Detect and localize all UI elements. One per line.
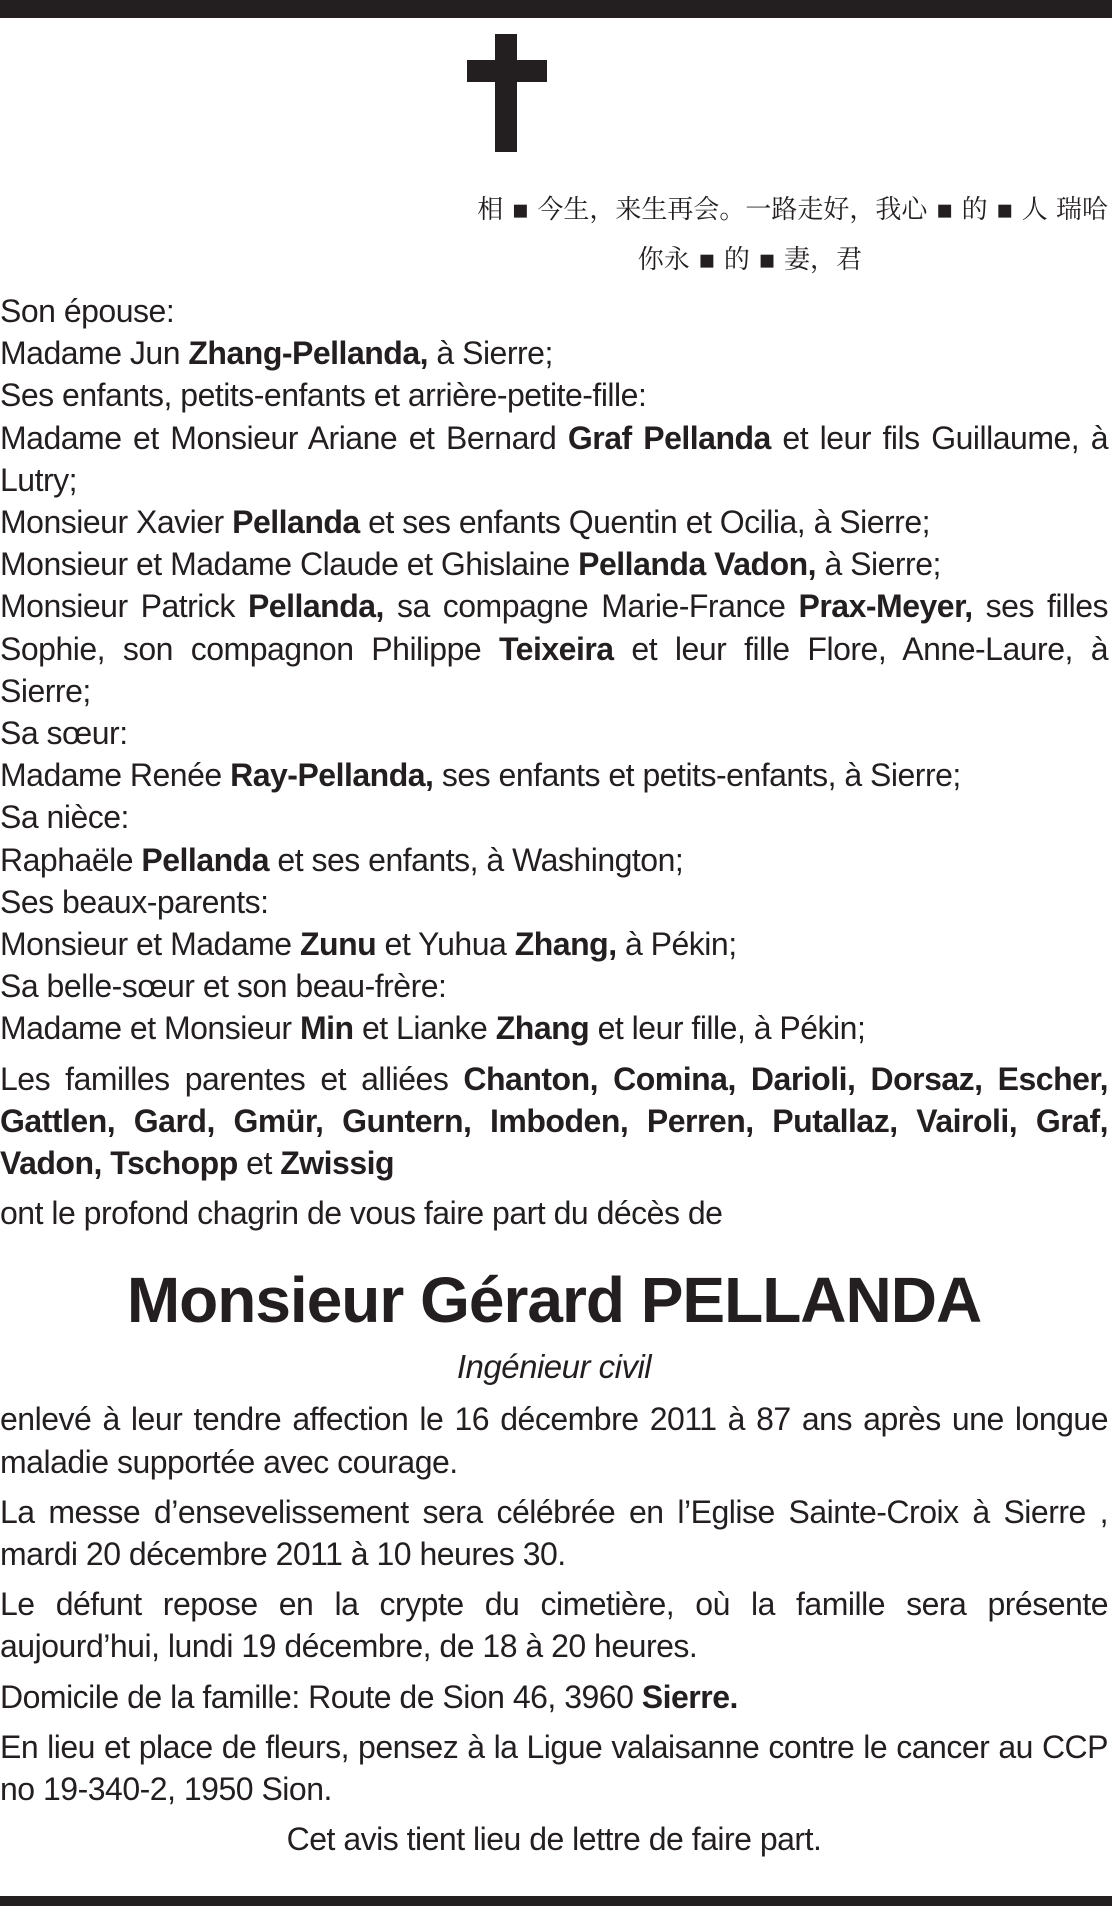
child-line-1: Madame et Monsieur Ariane et Bernard Graf Pellanda et leur fils Guillaume, à Lutry; xyxy=(0,419,1109,498)
spouse-heading: Son épouse: xyxy=(0,293,175,329)
cross-icon xyxy=(467,34,547,152)
mass-details: La messe d’ensevelissement sera célébrée en l’Eglise Sainte-Croix à Sierre , mardi 20 décembre 2011 à 10 heures 30. xyxy=(0,1493,1108,1573)
child-line-2: Monsieur Xavier Pellanda et ses enfants Quentin et Ocilia, à Sierre; xyxy=(0,504,930,541)
death-details: enlevé à leur tendre affection le 16 décembre 2011 à 87 ans après une longue maladie supportée avec courage. xyxy=(0,1401,1108,1480)
chinese-line-2: 你永 ▪ 的 ▪ 妻，君 xyxy=(637,245,862,275)
sibinlaws-line: Madame et Monsieur Min et Lianke Zhang et leur fille, à Pékin; xyxy=(0,1010,866,1047)
obituary-body xyxy=(0,290,1108,1861)
child-line-3: Monsieur et Madame Claude et Ghislaine Pellanda Vadon, à Sierre; xyxy=(0,546,941,583)
top-border xyxy=(0,0,1112,18)
rest-details: Le défunt repose en la crypte du cimetière, où la famille sera présente aujourd’hui, lundi 19 décembre, de 18 à 20 heures. xyxy=(0,1586,1108,1665)
sibinlaws-heading: Sa belle-sœur et son beau-frère: xyxy=(0,968,447,1005)
inlaws-line: Monsieur et Madame Zunu et Yuhua Zhang, à Pékin; xyxy=(0,926,737,963)
domicile-line: Domicile de la famille: Route de Sion 46, 3960 Sierre. xyxy=(0,1678,738,1715)
children-heading: Ses enfants, petits-enfants et arrière-petite-fille: xyxy=(0,377,647,414)
announcement: ont le profond chagrin de vous faire part du décès de xyxy=(0,1195,723,1232)
niece-heading: Sa nièce: xyxy=(0,799,129,836)
inlaws-heading: Ses beaux-parents: xyxy=(0,883,269,920)
closing-line: Cet avis tient lieu de lettre de faire part. xyxy=(286,1821,822,1858)
sister-heading: Sa sœur: xyxy=(0,715,128,752)
spouse-line: Madame Jun Zhang-Pellanda, à Sierre; xyxy=(0,335,553,372)
sister-line: Madame Renée Ray-Pellanda, ses enfants et petits-enfants, à Sierre; xyxy=(0,757,961,794)
donations-details: En lieu et place de fleurs, pensez à la Ligue valaisanne contre le cancer au CCP no 19-340-2, 1950 Sion. xyxy=(0,1728,1108,1808)
families-line: Les familles parentes et alliées Chanton, Comina, Darioli, Dorsaz, Escher, Gattlen, Gard, Gmür, Guntern, Imboden, Perren, Putallaz, Vairoli, Graf, Vadon, Tschopp et Zwissig xyxy=(0,1060,1108,1182)
chinese-line-1: 相 ▪ 今生，来生再会。一路走好，我心 ▪ 的 ▪ 人 瑞哈 xyxy=(477,195,1108,225)
child-line-4: Monsieur Patrick Pellanda, sa compagne Marie-France Prax-Meyer, ses filles Sophie, son compagnon Philippe Teixeira et leur fille Flore, Anne-Laure, à Sierre; xyxy=(0,588,1109,709)
deceased-name: Monsieur Gérard PELLANDA xyxy=(126,1264,982,1337)
niece-line: Raphaële Pellanda et ses enfants, à Washington; xyxy=(0,841,684,878)
deceased-title: Ingénieur civil xyxy=(456,1348,652,1386)
bottom-border xyxy=(0,1896,1112,1906)
